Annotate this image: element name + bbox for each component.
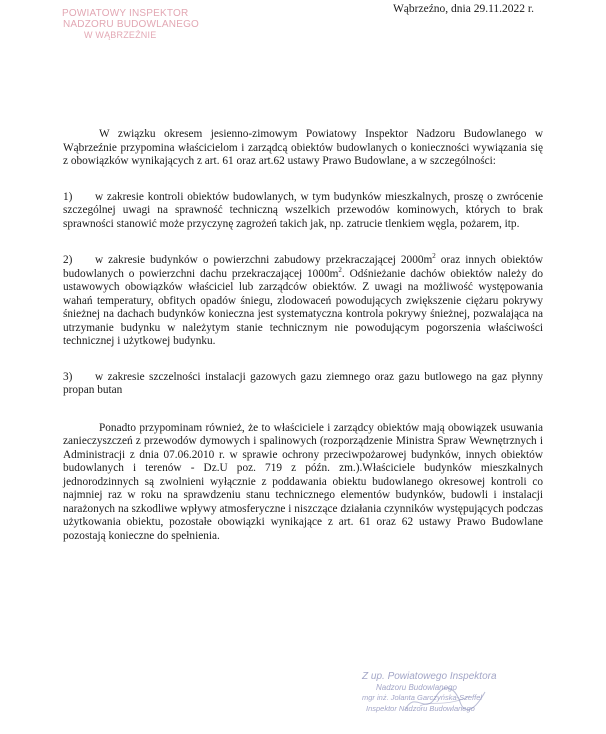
list-item-text: w zakresie kontroli obiektów budowlanych, w tym budynków mieszkalnych, proszę o zwrócenie szczególnej uwagi na sprawność techniczną wszelkich przewodów kominowych, których to brak sprawności stanowić może przyczynę zagrożeń takich jak, np. zatrucie tlenkiem węgla, pożarem, itp.	[63, 190, 543, 230]
superscript: 2	[432, 252, 436, 261]
list-item-text-part-c: . Odśnieżanie dachów obiektów należy do ustawowych obowiązków właściciel lub zarządców obiektów. Z uwagi na możliwość występowania wahań temperatury, obfitych opadów śniegu, zlodowaceń powodujących zwiększenie ciężaru pokrywy śnieżnej na dachach budynków konieczna jest systematyczna kontrola pokrywy śnieżnej, pozwalająca na utrzymanie budynku w należytym stanie technicznym nie powodującym pogorszenia właściwości technicznej i użytkowej budynku.	[63, 267, 543, 347]
document-date: Wąbrzeźno, dnia 29.11.2022 r.	[392, 3, 534, 15]
office-stamp	[62, 8, 212, 41]
signature-line-2: Nadzoru Budowlanego	[376, 682, 457, 692]
closing-paragraph: Ponadto przypominam również, że to właściciele i zarządcy obiektów mają obowiązek usuwania zanieczyszczeń z przewodów dymowych i spalinowych (rozporządzenie Ministra Spraw Wewnętrznych i Administracji z dnia 07.06.2010 r. w sprawie ochrony przeciwpożarowej budynków, innych obiektów budowlanych i terenów - Dz.U poz. 719 z późn. zm.).Właściciele budynków mieszkalnych jednorodzinnych są zwolnieni wyłącznie z poddawania obiektu budowlanego okresowej kontroli co najmniej raz w roku na sprawdzeniu stanu technicznego elementów budynków, budowli i instalacji narażonych na szkodliwe wpływy atmosferyczne i niszczące działania czynników występujących podczas użytkowania obiektu, pozostałe obowiązki wynikające z art. 61 oraz 62 ustawy Prawo Budowlane pozostają konieczne do spełnienia.	[63, 421, 543, 542]
list-item-text-part-b: oraz innych obiektów budowlanych o powierzchni dachu przekraczającej 1000m	[63, 254, 543, 280]
stamp-line-2: NADZORU BUDOWLANEGO	[63, 19, 200, 30]
handwritten-signature	[400, 680, 490, 720]
stamp-line-3: W WĄBRZEŹNIE	[84, 30, 157, 40]
signature-line-1: Z up. Powiatowego Inspektora	[362, 671, 497, 682]
superscript: 2	[338, 265, 342, 274]
list-item-2	[63, 254, 543, 349]
stamp-line-1: POWIATOWY INSPEKTOR	[62, 8, 189, 19]
signature-line-3: mgr inż. Jolanta Garczyńska-Szeffel	[362, 693, 483, 702]
list-item-text: w zakresie szczelności instalacji gazowych gazu ziemnego oraz gazu butlowego na gaz płynny propan butan	[63, 370, 543, 396]
list-item-3	[63, 371, 543, 398]
list-item-number: 2)	[63, 254, 73, 266]
list-item-number: 3)	[63, 370, 73, 383]
list-item-1	[63, 191, 543, 232]
signature-line-4: Inspektor Nadzoru Budowlanego	[366, 703, 475, 713]
document-body	[63, 128, 543, 543]
intro-paragraph: W związku okresem jesienno-zimowym Powiatowy Inspektor Nadzoru Budowlanego w Wąbrzeźnie przypomina właścicielom i zarządcą obiektów budowlanych o konieczności wywiązania się z obowiązków wynikających z art. 61 oraz art.62 ustawy Prawo Budowlane, a w szczególności:	[63, 128, 543, 167]
list-item-text-part-a: w zakresie budynków o powierzchni zabudowy przekraczającej 2000m	[95, 254, 433, 266]
list-item-number: 1)	[63, 190, 73, 203]
